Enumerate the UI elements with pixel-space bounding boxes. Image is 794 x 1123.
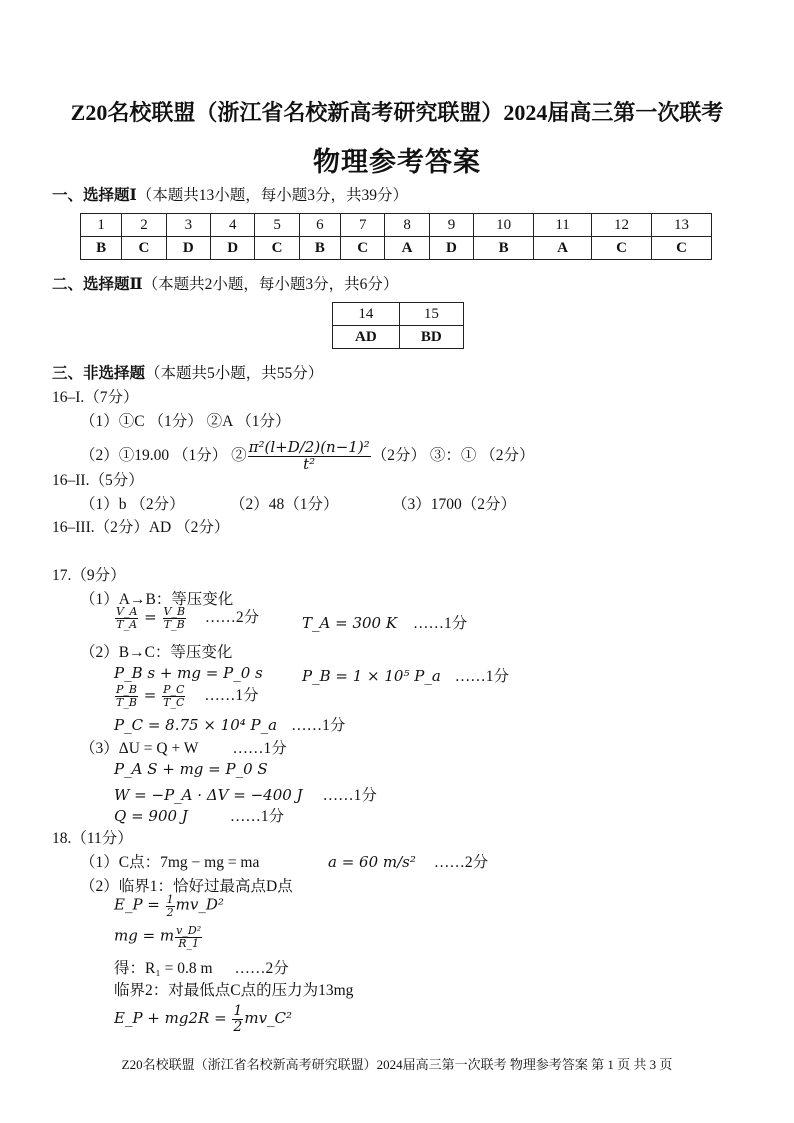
q18-s2-last — [114, 1004, 292, 1034]
q16-part3: 16–III.（2分）AD （2分） — [52, 519, 230, 536]
q17-s2-frac: $\frac{P\_B}{T\_B}$ = $\frac{P\_C}{T\_C}$ ……1分 — [116, 683, 259, 709]
section3-heading-label: 三、非选择题 — [52, 365, 146, 382]
q17-s2-pc-score: ……1分 — [291, 717, 346, 734]
q-answer-2: C — [122, 237, 166, 260]
q-answer-7: C — [341, 237, 385, 260]
q18-s2-last-frac-n: 1 — [233, 1003, 243, 1019]
q16-part1-title: 16–I.（7分） — [52, 389, 139, 406]
q17-s2-frac-score: ……1分 — [204, 687, 259, 704]
q-answer-9: D — [429, 237, 473, 260]
q16-part2-b: （2）48（1分） — [230, 496, 339, 513]
q17-s2-fb-d: T_C — [163, 695, 185, 709]
q-answer-13: C — [651, 237, 711, 260]
q17-s2-fa-d: T_B — [116, 695, 137, 709]
q18-s2-crit2: 临界2：对最低点C点的压力为13mg — [114, 982, 354, 999]
choice-table-1 — [80, 213, 712, 260]
q-answer-6: B — [299, 237, 340, 260]
section1-heading-label: 一、选择题Ⅰ — [52, 187, 137, 204]
q18-s2-r1 — [114, 956, 289, 978]
q16-formula — [248, 440, 371, 473]
q-answer-1: B — [81, 237, 122, 260]
q17-s2-eq1 — [114, 664, 263, 683]
q18-s2-ep-lhs: E_P = — [114, 895, 165, 914]
q-answer-3: D — [166, 237, 210, 260]
q17-s3-eq1-text: P_A S + mg = P_0 S — [114, 760, 268, 778]
q17-s3-eq2-text: W = −P_A · ΔV = −400 J — [114, 786, 303, 804]
q-answer-12: C — [592, 237, 652, 260]
q-answer-10: B — [474, 237, 534, 260]
q17-s1-fa-n: V_A — [116, 605, 138, 619]
q17-s1-frac-b — [163, 606, 187, 630]
q18-s1-a — [328, 850, 488, 872]
q-number-9: 9 — [429, 214, 473, 237]
q18-s2-last-tail: mv_C² — [244, 1008, 293, 1027]
q-answer-11: A — [534, 237, 592, 260]
q18-s2-ep-tail: mv_D² — [175, 895, 224, 914]
q17-s1-score: ……2分 — [204, 609, 260, 626]
choice-table-2 — [332, 302, 464, 349]
q-number-3: 3 — [166, 214, 210, 237]
section2-note: （本题共2小题，每小题3分，共6分） — [142, 276, 399, 293]
q17-s3-eq2-score: ……1分 — [322, 787, 377, 804]
q2-number-1: 14 — [333, 303, 400, 326]
section3-heading — [52, 361, 323, 383]
q16-formula-numerator: π²(l+D/2)(n−1)² — [248, 438, 370, 456]
q17-s2-pb — [302, 664, 509, 686]
q18-s2-last-frac-d: 2 — [233, 1018, 243, 1035]
q-answer-4: D — [211, 237, 255, 260]
q17-s3-eq3-score: ……1分 — [229, 808, 285, 825]
q-number-11: 11 — [534, 214, 592, 237]
q-number-1: 1 — [81, 214, 122, 237]
q18-s2-last-frac — [232, 1004, 243, 1034]
q18-title: 18.（11分） — [52, 830, 133, 847]
section2-heading — [52, 272, 398, 294]
q17-s3-eq1 — [114, 760, 268, 779]
q17-s2-pc — [114, 713, 345, 735]
q17-s1-ta-score: ……1分 — [413, 615, 468, 632]
page-footer: Z20名校联盟（浙江省名校新高考研究联盟）2024届高三第一次联考 物理参考答案 第 1 页 共 3 页 — [121, 1057, 673, 1072]
q17-s3-eq2 — [114, 783, 377, 805]
q18-s1-eq: （1）C点：7mg − mg = ma — [80, 854, 260, 871]
q18-s1-score: ……2分 — [433, 854, 489, 871]
section2-heading-label: 二、选择题Ⅱ — [52, 276, 143, 293]
q18-s2-head: （2）临界1：恰好过最高点D点 — [80, 878, 293, 895]
section1-heading — [52, 183, 408, 205]
q17-s1-fa-d: T_A — [116, 617, 138, 631]
q17-s3-eq3-text: Q = 900 J — [114, 807, 188, 825]
q18-s2-mg-frac — [175, 925, 202, 949]
q-answer-5: C — [255, 237, 299, 260]
q-number-12: 12 — [592, 214, 652, 237]
q18-s1 — [80, 850, 259, 872]
q17-s3-head-score: ……1分 — [232, 740, 287, 757]
q-number-7: 7 — [341, 214, 385, 237]
q17-s2-pc-eq: P_C = 8.75 × 10⁴ P_a — [114, 716, 278, 734]
document-title: Z20名校联盟（浙江省名校新高考研究联盟）2024届高三第一次联考 — [70, 100, 724, 125]
q17-s2-frac-a — [115, 684, 138, 708]
q2-answer-1: AD — [333, 326, 400, 349]
q2-answer-2: BD — [399, 326, 463, 349]
q18-s2-ep — [114, 894, 224, 918]
q16-part2-title: 16–II.（5分） — [52, 472, 144, 489]
q18-s2-ep-frac — [166, 894, 175, 918]
q17-s2-eq1-text: P_B s + mg = P_0 s — [114, 664, 263, 682]
q17-s1-frac-a — [115, 606, 138, 630]
q18-s2-last-lhs: E_P + mg2R = — [114, 1008, 232, 1027]
q18-s2-r1-score: ……2分 — [234, 960, 289, 977]
q17-s1-ta — [302, 611, 467, 633]
q17-title: 17.（9分） — [52, 567, 126, 584]
q16-part2-a: （1）b （2分） — [80, 496, 185, 513]
q17-s1-head: （1）A→B：等压变化 — [80, 591, 234, 608]
q-number-13: 13 — [651, 214, 711, 237]
q17-s3-eq3 — [114, 804, 284, 826]
q17-s2-frac-b — [162, 684, 185, 708]
q16-line2-prefix: （2）①19.00 （1分） ② — [80, 446, 247, 464]
document-subtitle: 物理参考答案 — [313, 147, 481, 177]
q18-s2-ep-frac-n: 1 — [166, 893, 174, 906]
q17-s1-fb-n: V_B — [163, 605, 186, 619]
q17-s1-fb-d: T_B — [163, 617, 185, 631]
q18-s2-mg-lhs: mg = m — [114, 926, 175, 945]
section3-note: （本题共5小题，共55分） — [145, 365, 324, 382]
q-number-10: 10 — [474, 214, 534, 237]
q17-s2-fa-n: P_B — [116, 683, 137, 697]
q-answer-8: A — [385, 237, 429, 260]
q-number-6: 6 — [299, 214, 340, 237]
q-number-5: 5 — [255, 214, 299, 237]
q18-s2-mg — [114, 925, 203, 949]
q16-formula-denominator: t² — [303, 454, 316, 473]
q2-number-2: 15 — [399, 303, 463, 326]
q18-s2-mg-frac-d: R_1 — [178, 936, 200, 950]
q17-s2-pb-score: ……1分 — [454, 668, 510, 685]
q17-s2-head: （2）B→C：等压变化 — [80, 644, 233, 661]
q17-s3-head — [80, 736, 287, 758]
q18-s2-r1-eq: 得：R₁ = 0.8 m — [114, 960, 213, 977]
q18-s1-a-eq: a = 60 m/s² — [328, 853, 416, 871]
q-number-4: 4 — [211, 214, 255, 237]
q16-part1-line1: （1）①C （1分） ②A （1分） — [80, 413, 291, 430]
q17-s1-ta-eq: T_A = 300 K — [302, 614, 398, 632]
q16-part2-c: （3）1700（2分） — [392, 496, 517, 513]
q17-s2-pb-eq: P_B = 1 × 10⁵ P_a — [302, 667, 441, 685]
q16-part1-line2 — [80, 440, 534, 473]
q17-s3-head-text: （3）ΔU = Q + W — [80, 740, 199, 757]
q17-s2-fb-n: P_C — [163, 683, 185, 697]
q17-s1-eq: $\frac{V\_A}{T\_A}$ = $\frac{V\_B}{T\_B}$ ……2分 — [116, 605, 260, 631]
q-number-2: 2 — [122, 214, 166, 237]
q18-s2-mg-frac-n: v_D² — [176, 924, 202, 937]
q16-line2-suffix: （2分） ③：① （2分） — [371, 446, 535, 464]
q18-s2-ep-frac-d: 2 — [166, 905, 174, 919]
q-number-8: 8 — [385, 214, 429, 237]
section1-note: （本题共13小题，每小题3分，共39分） — [136, 187, 409, 204]
